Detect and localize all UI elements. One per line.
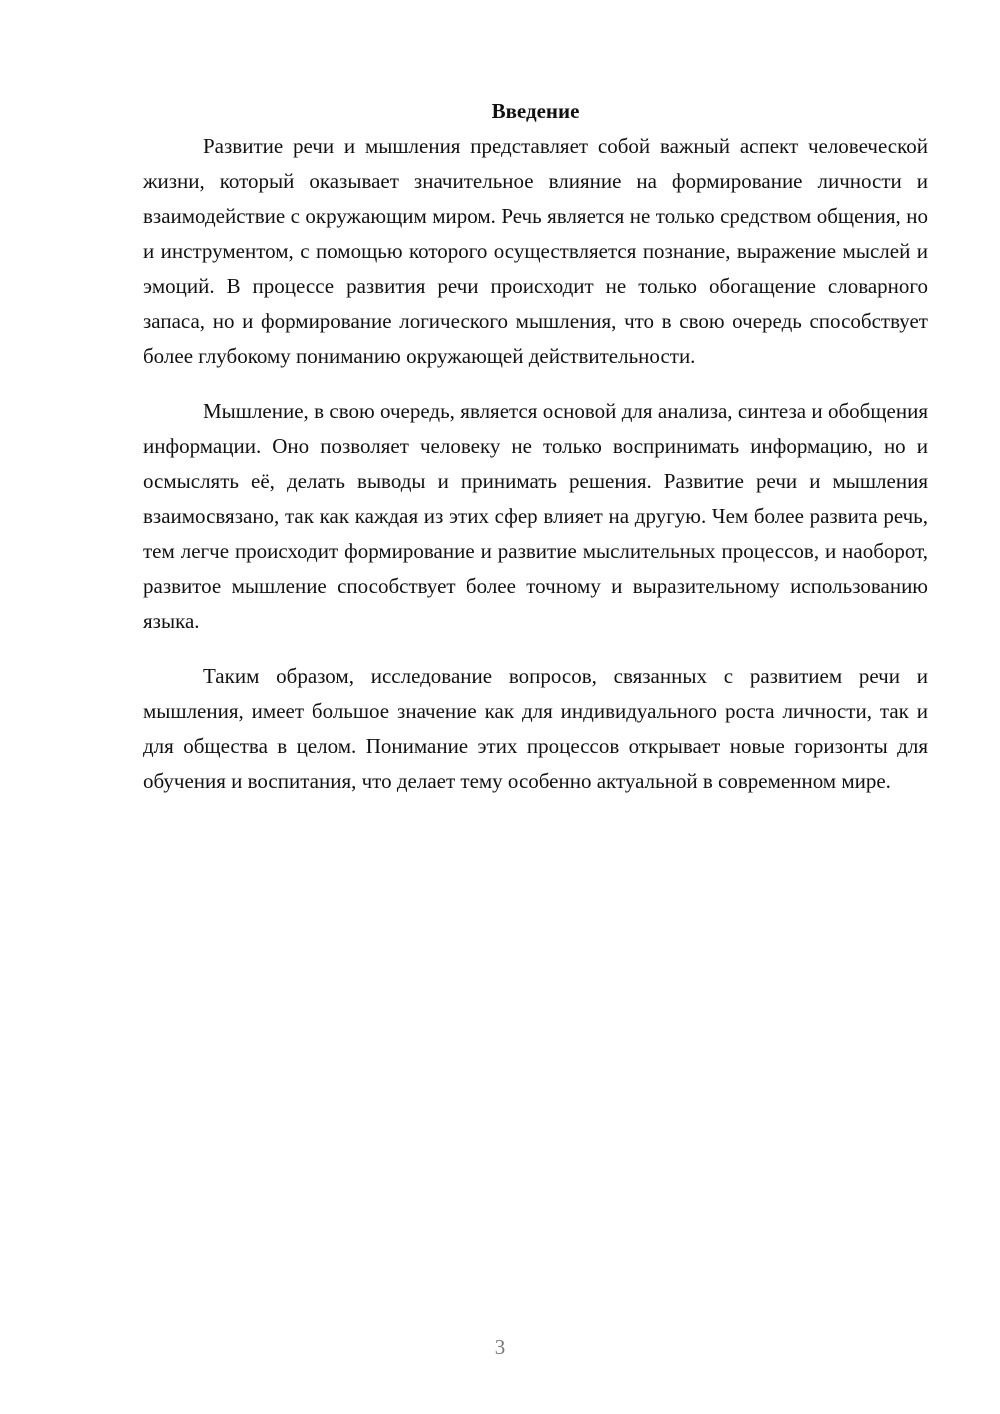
paragraph-3: Таким образом, исследование вопросов, связанных с развитием речи и мышления, имеет большое значение как для индивидуального роста личности, так и для общества в целом. Понимание этих процессов открывает новые горизонты для обучения и воспитания, что делает тему особенно актуальной в современном мире. bbox=[143, 664, 928, 793]
page-content bbox=[143, 94, 928, 819]
section-heading: Введение bbox=[491, 99, 580, 123]
page-number: 3 bbox=[494, 1335, 506, 1359]
paragraph-2: Мышление, в свою очередь, является основой для анализа, синтеза и обобщения информации. Оно позволяет человеку не только воспринимать информацию, но и осмыслять её, делать выводы и принимать решения. Развитие речи и мышления взаимосвязано, так как каждая из этих сфер влияет на другую. Чем более развита речь, тем легче происходит формирование и развитие мыслительных процессов, и наоборот, развитое мышление способствует более точному и выразительному использованию языка. bbox=[143, 399, 928, 633]
paragraph-1: Развитие речи и мышления представляет собой важный аспект человеческой жизни, который оказывает значительное влияние на формирование личности и взаимодействие с окружающим миром. Речь является не только средством общения, но и инструментом, с помощью которого осуществляется познание, выражение мыслей и эмоций. В процессе развития речи происходит не только обогащение словарного запаса, но и формирование логического мышления, что в свою очередь способствует более глубокому пониманию окружающей действительности. bbox=[143, 134, 928, 368]
